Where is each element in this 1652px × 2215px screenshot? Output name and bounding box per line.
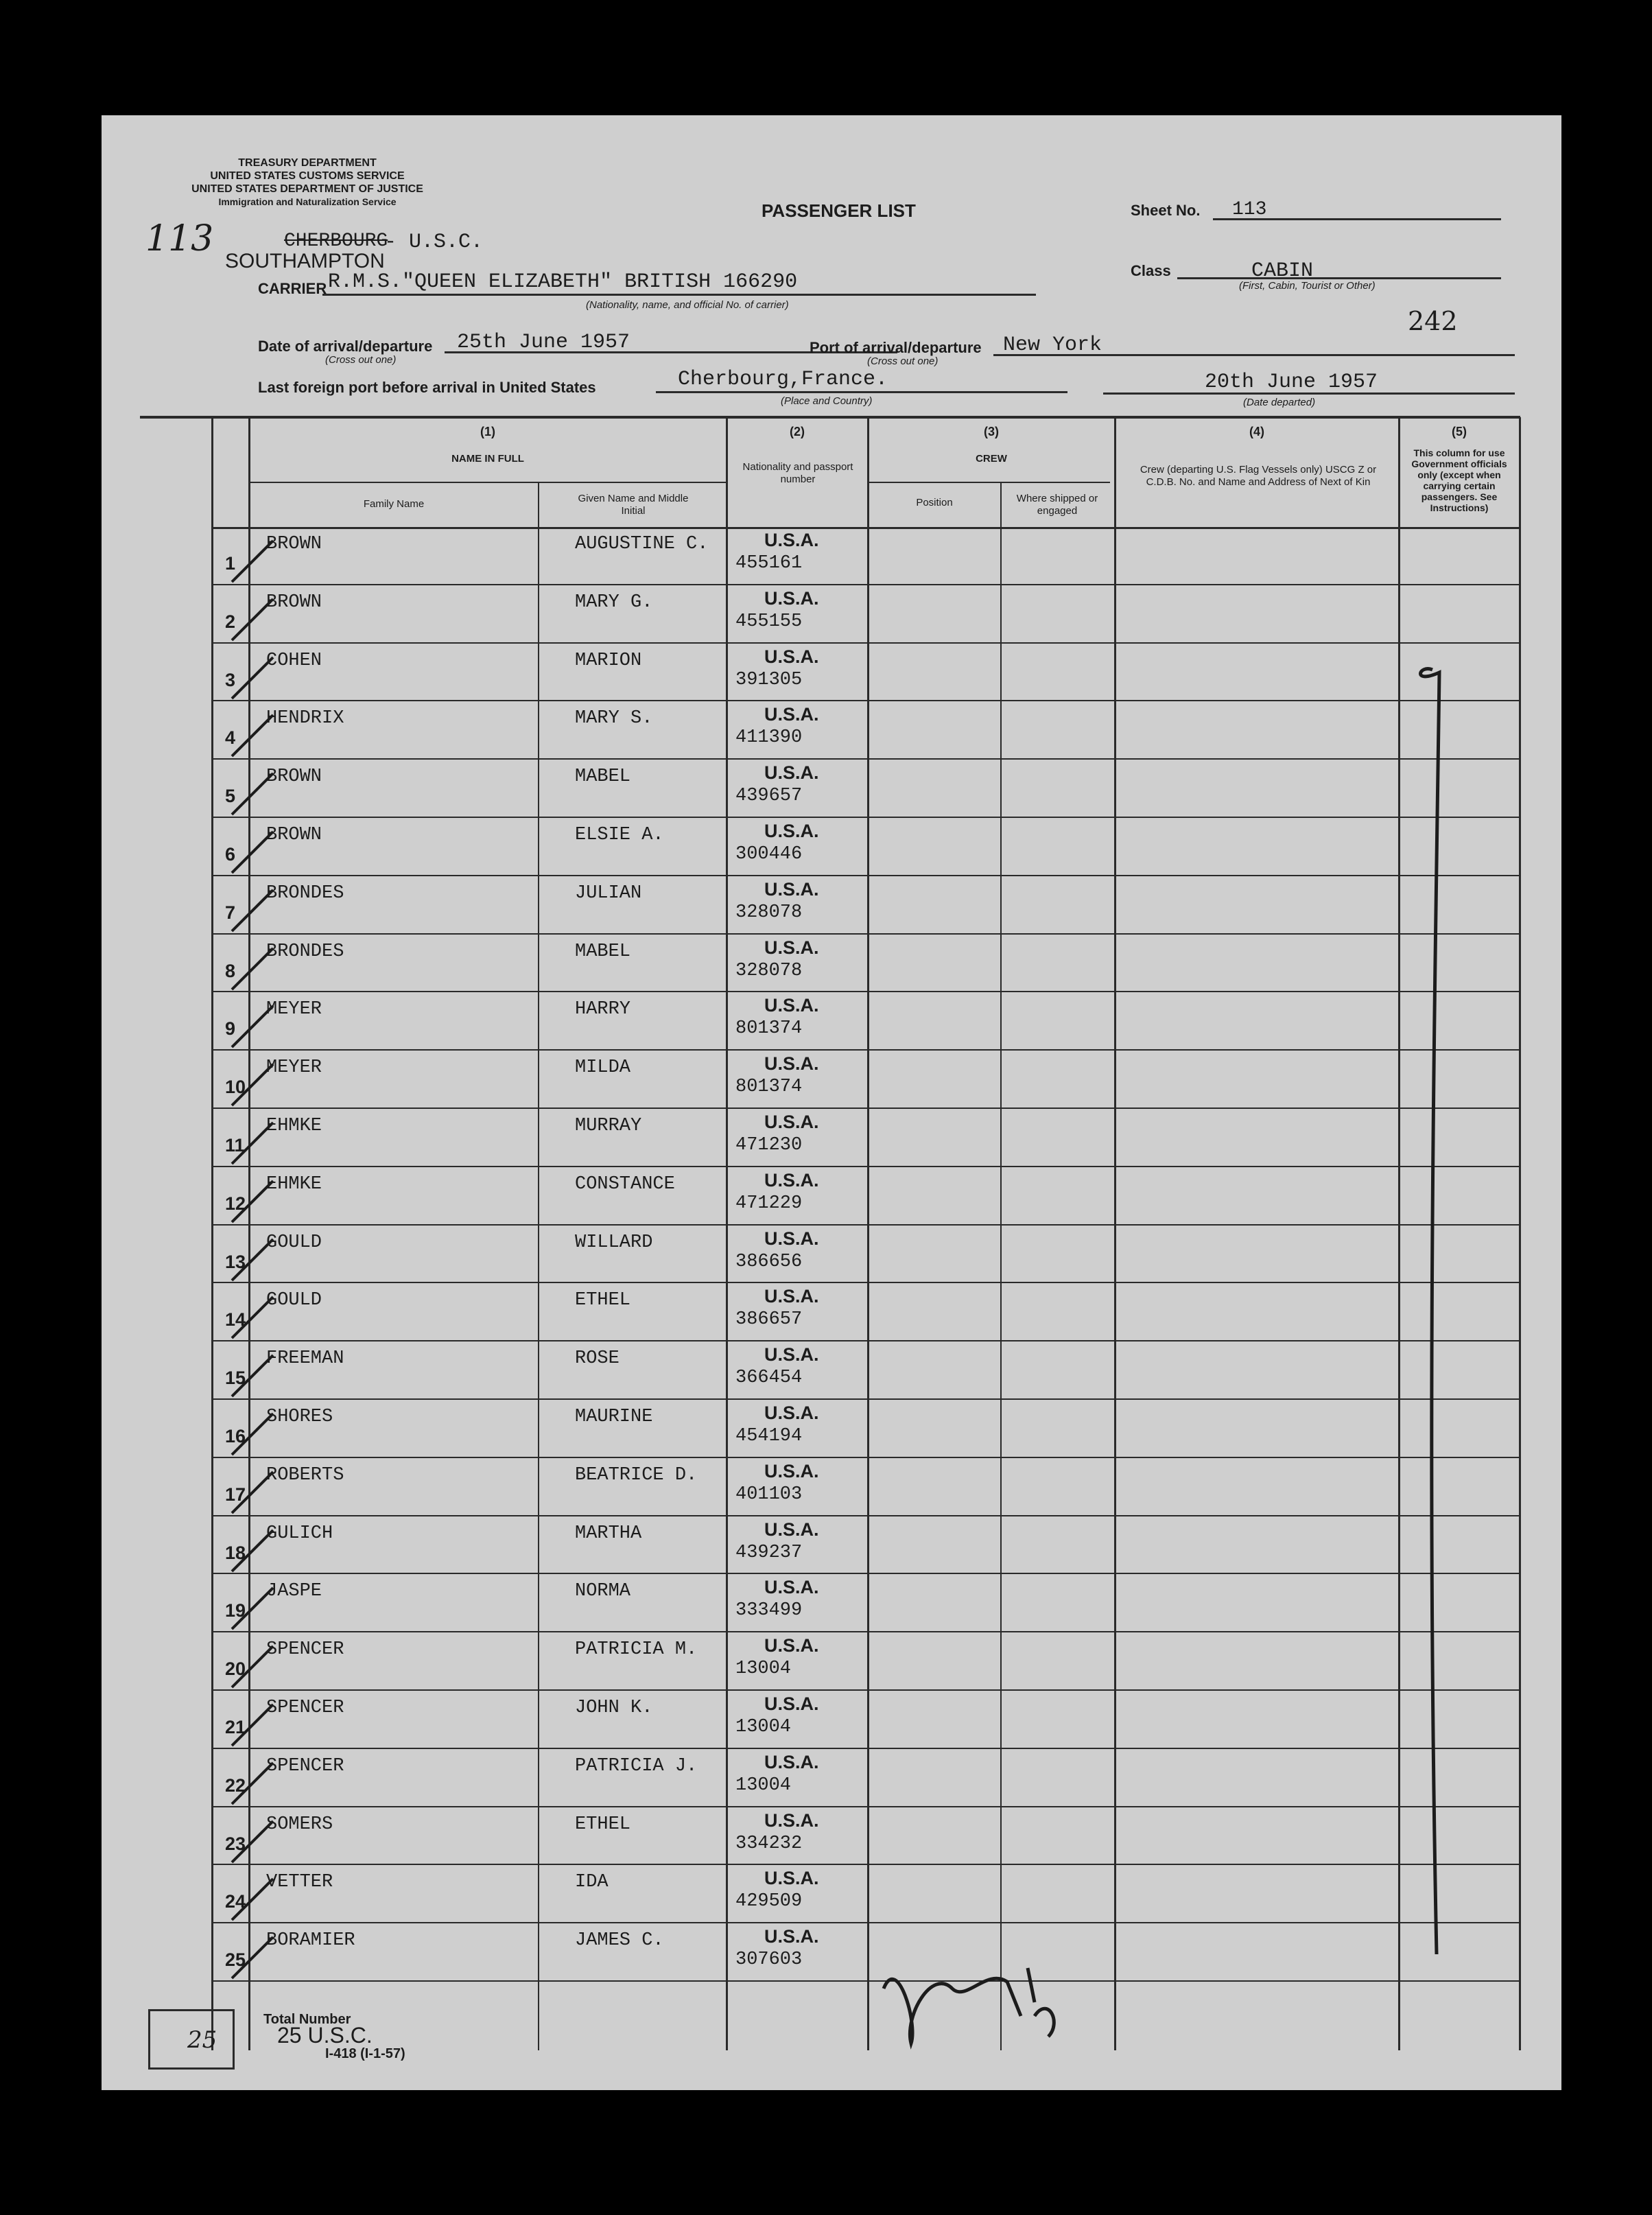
count-box (148, 2009, 235, 2070)
family-name: VETTER (266, 1872, 333, 1893)
row-number: 1 (225, 553, 236, 574)
table-row (102, 876, 1561, 935)
row-divider (211, 1980, 1520, 1982)
col1-title: NAME IN FULL (451, 453, 524, 465)
col3-position-header: Position (916, 497, 953, 508)
given-name: PATRICIA J. (575, 1755, 698, 1777)
sheet-underline (1213, 218, 1501, 220)
table-row (102, 1458, 1561, 1516)
sheet-label: Sheet No. (1131, 202, 1201, 219)
port-arrival-note: (Cross out one) (867, 355, 939, 367)
port-arrival-label: Port of arrival/departure (810, 339, 982, 356)
passport-number: 455155 (735, 611, 803, 632)
row-number: 3 (225, 669, 236, 690)
table-row (102, 1516, 1561, 1575)
nationality: U.S.A. (764, 1403, 819, 1423)
passport-number: 439657 (735, 786, 803, 807)
given-name: MABEL (575, 766, 631, 788)
form-title: PASSENGER LIST (762, 200, 916, 221)
table-row (102, 701, 1561, 760)
family-name: FREEMAN (266, 1348, 344, 1370)
nationality: U.S.A. (764, 878, 819, 900)
date-departed-value: 20th June 1957 (1205, 371, 1378, 394)
struck-port: CHERBOURG (284, 231, 388, 252)
nationality: U.S.A. (764, 1053, 819, 1075)
col3-number: (3) (984, 425, 999, 438)
table-row (102, 585, 1561, 644)
passport-number: 801374 (735, 1018, 803, 1040)
carrier-underline (322, 294, 1036, 296)
passport-number: 307603 (735, 1949, 803, 1971)
given-name: ELSIE A. (575, 825, 664, 845)
dept-line: UNITED STATES DEPARTMENT OF JUSTICE (191, 183, 423, 195)
row-number: 16 (225, 1426, 246, 1446)
table-row (102, 1226, 1561, 1284)
given-name: MAURINE (575, 1407, 653, 1427)
nationality: U.S.A. (764, 1694, 819, 1714)
total-value: 25 U.S.C. (277, 2023, 373, 2048)
table-row (102, 1109, 1561, 1167)
nationality: U.S.A. (764, 1228, 819, 1249)
date-arrival-note: (Cross out one) (325, 354, 397, 366)
passport-number: 13004 (735, 1659, 792, 1680)
nationality: U.S.A. (764, 587, 819, 609)
given-name: HARRY (575, 999, 631, 1020)
table-row (102, 1400, 1561, 1458)
class-underline (1177, 277, 1501, 279)
name-subheader-line (250, 482, 727, 483)
given-name: ETHEL (575, 1290, 631, 1311)
row-number: 4 (225, 727, 236, 749)
dept-line: Immigration and Naturalization Service (218, 196, 397, 207)
passport-number: 471229 (735, 1193, 803, 1214)
passport-number: 386656 (735, 1251, 803, 1272)
date-departed-underline (1103, 392, 1515, 395)
dept-line: TREASURY DEPARTMENT (238, 157, 377, 169)
row-number: 10 (225, 1077, 246, 1098)
row-number: 7 (225, 902, 236, 923)
passport-number: 333499 (735, 1600, 803, 1621)
col5-title: This column for use Government officials only (except when carrying certain passengers. See Instructions) (1411, 447, 1507, 513)
nationality: U.S.A. (764, 821, 819, 841)
table-row (102, 1923, 1561, 1982)
row-number: 6 (225, 844, 236, 865)
family-name: BORAMIER (266, 1930, 355, 1952)
row-number: 2 (225, 611, 236, 632)
row-number: 21 (225, 1717, 246, 1737)
family-name: MEYER (266, 1057, 322, 1079)
date-arrival-value: 25th June 1957 (457, 331, 630, 354)
document-page (102, 115, 1561, 2090)
given-name: JOHN K. (575, 1698, 653, 1718)
row-number: 25 (225, 1949, 246, 1971)
family-name: SHORES (266, 1407, 333, 1427)
table-row (102, 527, 1561, 585)
carrier-note: (Nationality, name, and official No. of carrier) (586, 299, 789, 311)
given-name: JAMES C. (575, 1930, 664, 1952)
row-number: 24 (225, 1891, 246, 1912)
col4-number: (4) (1249, 425, 1264, 438)
family-name: SOMERS (266, 1814, 333, 1835)
passport-number: 13004 (735, 1774, 792, 1796)
row-number: 5 (225, 786, 236, 807)
family-name: JASPE (266, 1581, 322, 1602)
row-number: 13 (225, 1251, 246, 1272)
class-note: (First, Cabin, Tourist or Other) (1239, 280, 1376, 292)
port-arrival-underline (993, 354, 1515, 356)
nationality: U.S.A. (764, 1809, 819, 1831)
family-name: SPENCER (266, 1639, 344, 1661)
col5-number: (5) (1452, 425, 1467, 438)
given-name: ROSE (575, 1348, 620, 1370)
port-origin: SOUTHAMPTON (225, 250, 385, 272)
family-name: GOULD (266, 1232, 322, 1253)
nationality: U.S.A. (764, 1635, 819, 1656)
col1-family-header: Family Name (363, 498, 425, 510)
row-number: 12 (225, 1193, 246, 1214)
given-name: WILLARD (575, 1232, 653, 1253)
passport-number: 328078 (735, 902, 803, 923)
nationality: U.S.A. (764, 937, 819, 958)
pen-stroke-col5 (1391, 527, 1556, 2064)
nationality: U.S.A. (764, 646, 819, 667)
nationality: U.S.A. (764, 1112, 819, 1132)
row-number: 18 (225, 1542, 246, 1563)
row-number: 22 (225, 1774, 246, 1796)
port-arrival-value: New York (1003, 333, 1102, 357)
given-name: PATRICIA M. (575, 1639, 698, 1661)
col1-given-header: Given Name and Middle Initial (578, 493, 689, 517)
table-row (102, 1283, 1561, 1341)
class-label: Class (1131, 262, 1171, 279)
family-name: EHMKE (266, 1116, 322, 1136)
last-port-value: Cherbourg,France. (678, 368, 888, 391)
passport-number: 471230 (735, 1135, 803, 1156)
given-name: IDA (575, 1872, 609, 1893)
family-name: BRONDES (266, 941, 344, 962)
family-name: GULICH (266, 1523, 333, 1544)
family-name: HENDRIX (266, 708, 344, 729)
col3-where-header: Where shipped or engaged (1016, 493, 1098, 517)
nationality: U.S.A. (764, 1519, 819, 1540)
passport-number: 386657 (735, 1309, 803, 1331)
given-name: MILDA (575, 1057, 631, 1079)
nationality: U.S.A. (764, 1169, 819, 1191)
nationality: U.S.A. (764, 1286, 819, 1307)
passport-number: 334232 (735, 1833, 803, 1854)
row-number: 17 (225, 1484, 246, 1505)
total-label: Total Number (263, 2012, 351, 2027)
row-number: 20 (225, 1659, 246, 1680)
crew-subheader-line (869, 482, 1110, 483)
given-name: BEATRICE D. (575, 1464, 698, 1486)
table-row (102, 1632, 1561, 1691)
table-row (102, 1749, 1561, 1807)
department-block (191, 156, 424, 209)
table-top-border (140, 416, 1520, 419)
col2-title: Nationality and passport number (742, 461, 853, 485)
table-row (102, 1341, 1561, 1400)
row-number: 15 (225, 1368, 246, 1389)
given-name: MABEL (575, 941, 631, 962)
nationality: U.S.A. (764, 762, 819, 784)
given-name: ETHEL (575, 1814, 631, 1835)
row-number: 14 (225, 1309, 246, 1331)
passport-number: 300446 (735, 844, 803, 865)
nationality: U.S.A. (764, 1868, 819, 1889)
class-value: CABIN (1251, 259, 1314, 283)
given-name: JULIAN (575, 882, 642, 904)
family-name: EHMKE (266, 1173, 322, 1195)
given-name: MURRAY (575, 1116, 642, 1136)
passport-number: 401103 (735, 1484, 803, 1505)
carrier-value: R.M.S."QUEEN ELIZABETH" BRITISH 166290 (328, 270, 798, 294)
table-row (102, 818, 1561, 876)
table-row (102, 935, 1561, 993)
table-row (102, 1865, 1561, 1923)
family-name: BROWN (266, 591, 322, 613)
given-name: MARY G. (575, 591, 653, 613)
passport-number: 13004 (735, 1717, 792, 1737)
table-row (102, 1051, 1561, 1109)
table-row (102, 1691, 1561, 1749)
nationality: U.S.A. (764, 704, 819, 725)
col3-title: CREW (976, 453, 1007, 465)
nationality: U.S.A. (764, 995, 819, 1016)
row-number: 8 (225, 960, 236, 981)
passport-number: 439237 (735, 1542, 803, 1563)
family-name: BROWN (266, 534, 322, 554)
row-number: 11 (225, 1135, 245, 1156)
carrier-label: CARRIER (258, 280, 327, 297)
col2-number: (2) (790, 425, 805, 438)
family-name: BROWN (266, 825, 322, 845)
table-row (102, 1807, 1561, 1866)
family-name: BROWN (266, 766, 322, 788)
family-name: COHEN (266, 650, 322, 671)
form-code: I-418 (I-1-57) (325, 2046, 405, 2061)
signature-scribble (870, 1941, 1103, 2057)
passport-number: 366454 (735, 1368, 803, 1389)
count-box-value: 25 (187, 2026, 217, 2054)
row-number: 23 (225, 1833, 246, 1854)
check-mark (225, 1930, 287, 1992)
passport-number: 454194 (735, 1426, 803, 1446)
handwritten-corner-number: 113 (145, 218, 214, 259)
usc-suffix: - U.S.C. (384, 231, 484, 254)
table-row (102, 992, 1561, 1051)
given-name: NORMA (575, 1581, 631, 1602)
dept-line: UNITED STATES CUSTOMS SERVICE (210, 170, 405, 182)
date-arrival-label: Date of arrival/departure (258, 338, 433, 355)
passport-number: 328078 (735, 960, 803, 981)
family-name: SPENCER (266, 1698, 344, 1718)
row-number: 19 (225, 1600, 246, 1621)
family-name: MEYER (266, 999, 322, 1020)
passport-number: 429509 (735, 1891, 803, 1912)
row-number: 9 (225, 1018, 236, 1040)
family-name: SPENCER (266, 1755, 344, 1777)
passport-number: 455161 (735, 553, 803, 574)
given-name: AUGUSTINE C. (575, 534, 709, 554)
nationality: U.S.A. (764, 530, 819, 550)
nationality: U.S.A. (764, 1460, 819, 1481)
col4-title: Crew (departing U.S. Flag Vessels only) USCG Z or C.D.B. No. and Name and Address of Next of Kin (1140, 464, 1377, 488)
page-number: 242 (1408, 306, 1458, 336)
given-name: MARY S. (575, 708, 653, 729)
sheet-value: 113 (1232, 199, 1267, 220)
family-name: ROBERTS (266, 1464, 344, 1486)
table-row (102, 1574, 1561, 1632)
table-row (102, 760, 1561, 818)
table-row (102, 1167, 1561, 1226)
last-port-label: Last foreign port before arrival in United States (258, 379, 596, 396)
passport-number: 411390 (735, 727, 803, 749)
given-name: MARTHA (575, 1523, 642, 1544)
passport-number: 391305 (735, 669, 803, 690)
date-departed-note: (Date departed) (1243, 397, 1316, 408)
last-port-note: (Place and Country) (781, 395, 873, 407)
table-row (102, 644, 1561, 702)
passport-number: 801374 (735, 1077, 803, 1098)
nationality: U.S.A. (764, 1344, 819, 1366)
col1-number: (1) (480, 425, 495, 438)
family-name: GOULD (266, 1290, 322, 1311)
nationality: U.S.A. (764, 1751, 819, 1772)
given-name: CONSTANCE (575, 1173, 675, 1195)
nationality: U.S.A. (764, 1926, 819, 1947)
last-port-underline (656, 391, 1067, 393)
nationality: U.S.A. (764, 1577, 819, 1598)
given-name: MARION (575, 650, 642, 671)
family-name: BRONDES (266, 882, 344, 904)
